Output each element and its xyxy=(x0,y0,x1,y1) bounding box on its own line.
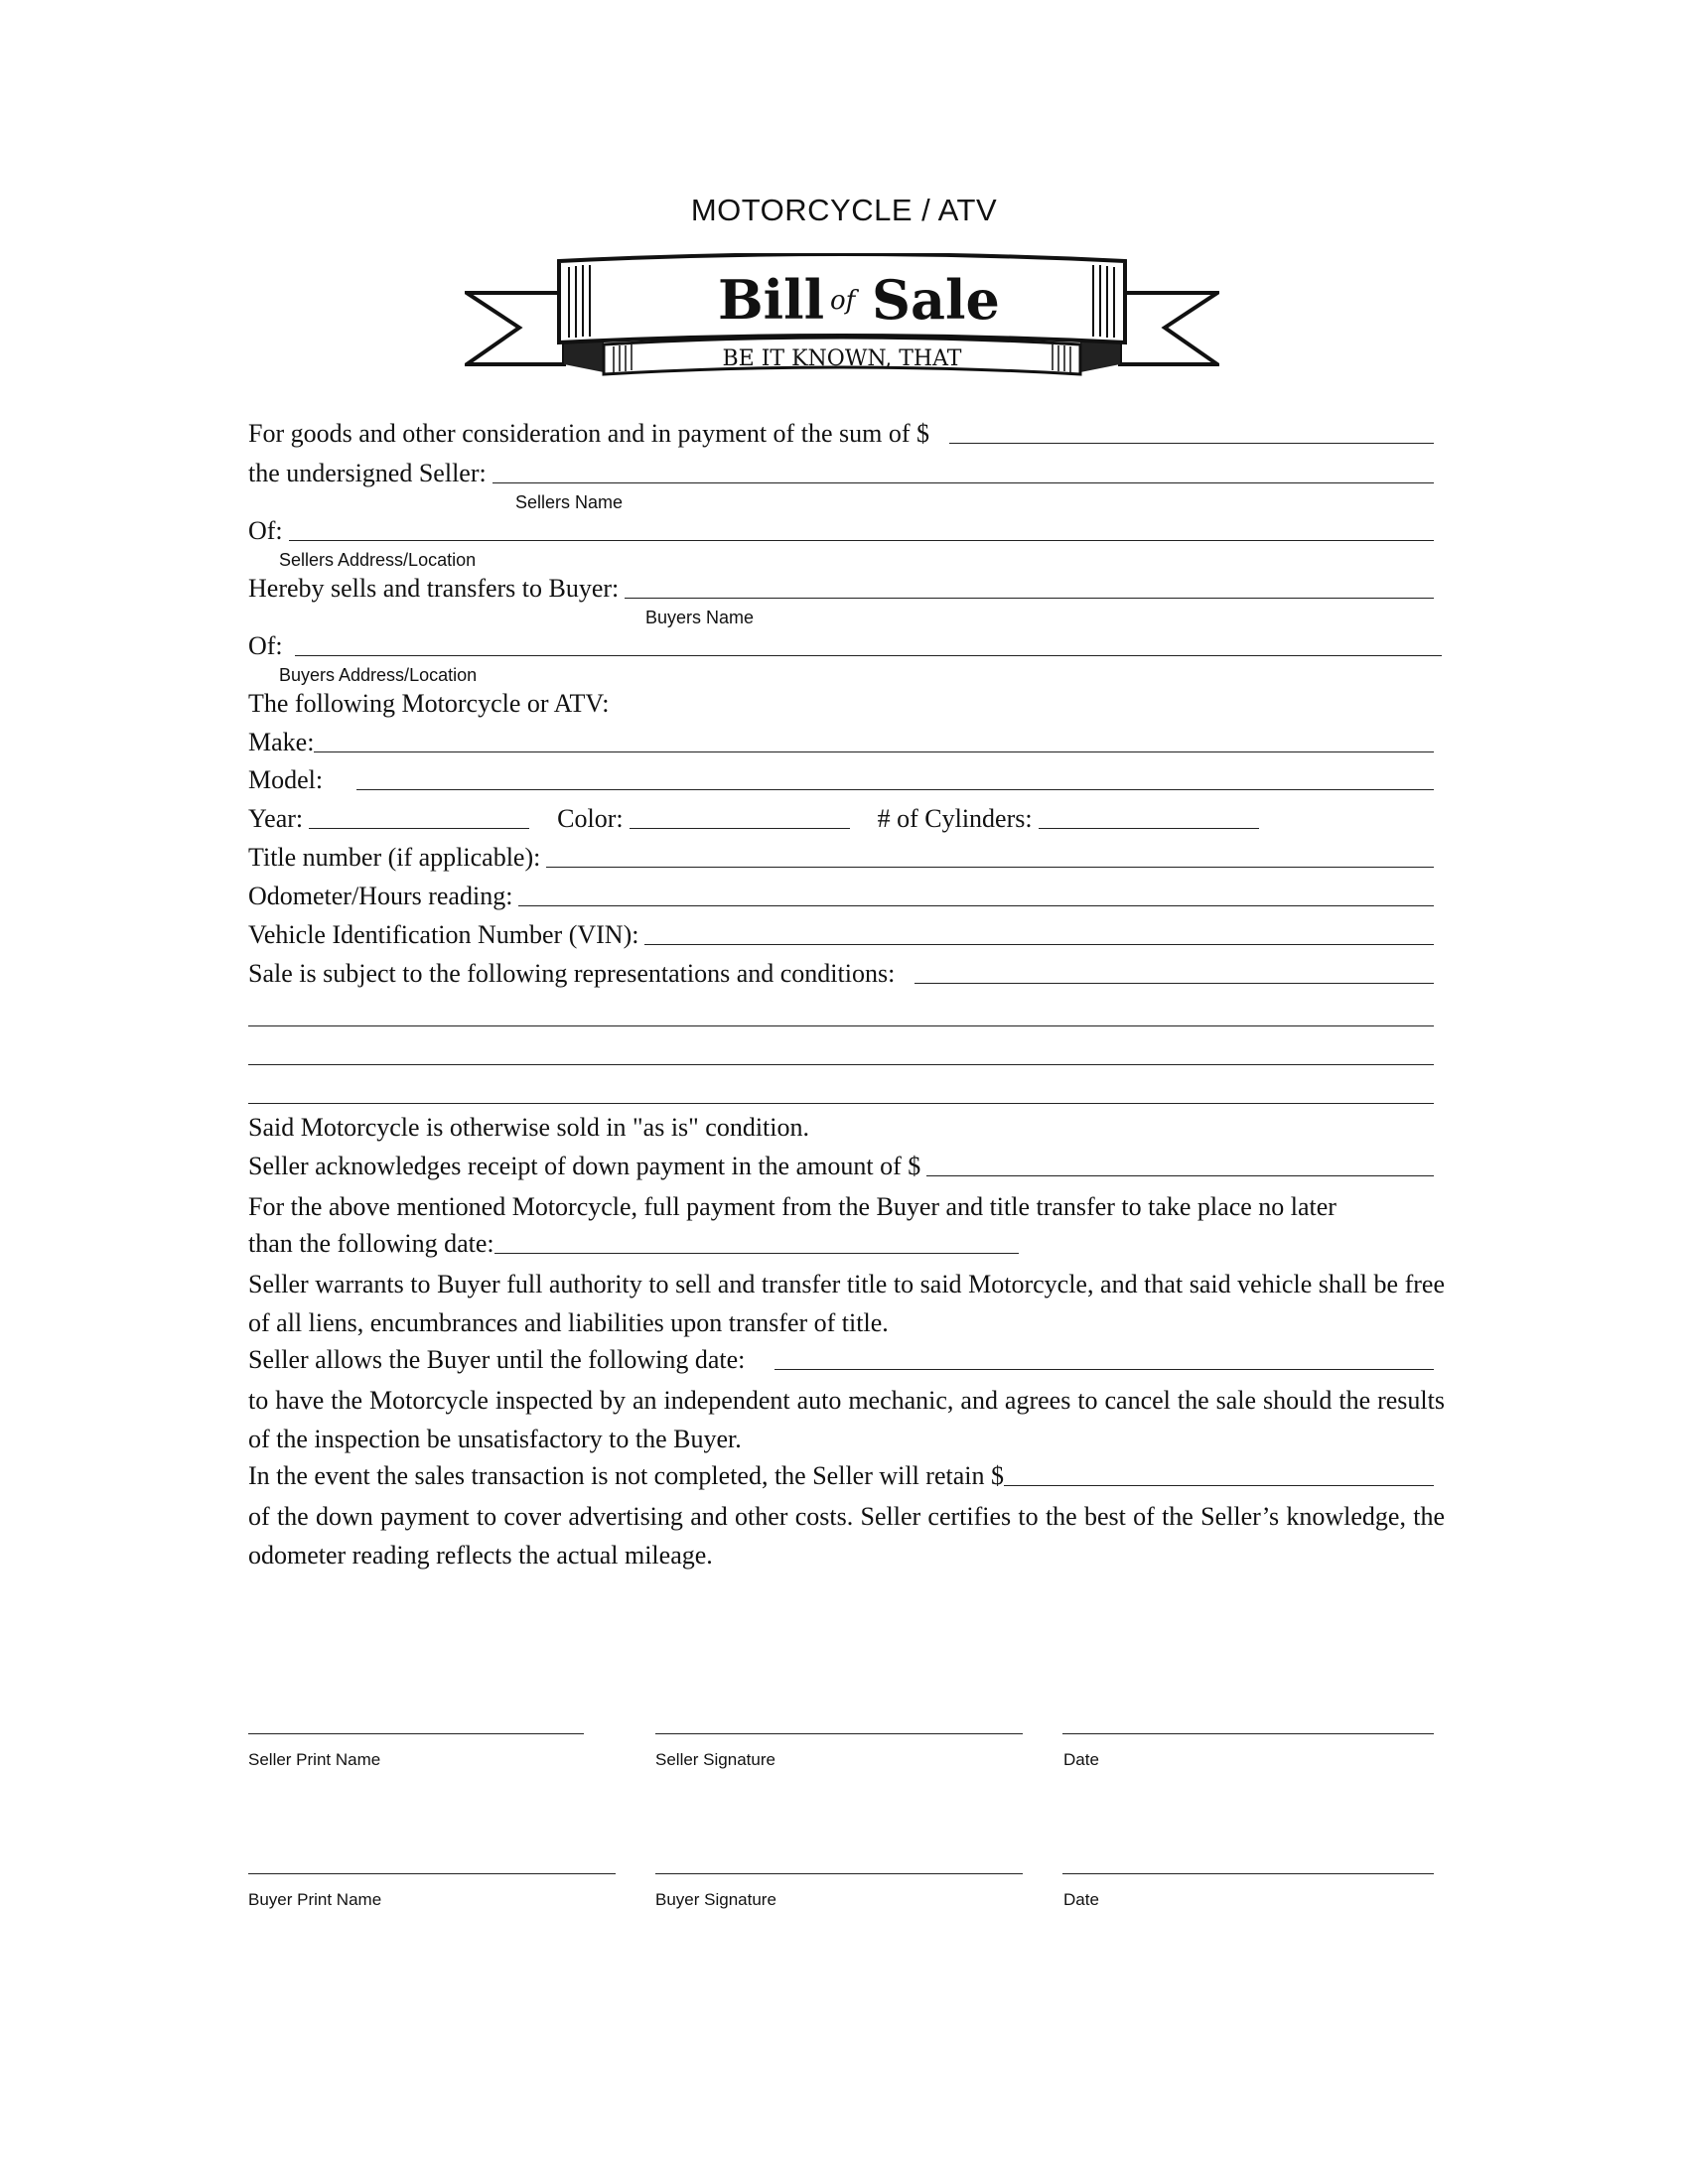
banner-subtitle: BE IT KNOWN, THAT xyxy=(722,346,962,371)
conditions-line-4[interactable] xyxy=(248,1103,1434,1104)
retain-row xyxy=(248,1457,1434,1491)
buyer-address-label: Of: xyxy=(248,631,283,660)
banner-sale-text: Sale xyxy=(872,268,1000,332)
model-label: Model: xyxy=(248,765,324,794)
sum-row xyxy=(248,415,1434,449)
buyer-name-field[interactable] xyxy=(625,574,1434,599)
down-payment-label: Seller acknowledges receipt of down payment in the amount of $ xyxy=(248,1152,921,1180)
color-label: Color: xyxy=(557,804,624,833)
seller-name-field[interactable] xyxy=(492,459,1434,483)
inspection-clause: to have the Motorcycle inspected by an independent auto mechanic, and agrees to cancel the sale should the results of the inspection be unsatisfactory to the Buyer. xyxy=(248,1386,1445,1453)
seller-address-row xyxy=(248,512,1434,546)
retain-amount-field[interactable] xyxy=(1004,1461,1434,1486)
buyer-signature-label: Buyer Signature xyxy=(655,1890,776,1909)
retain-label: In the event the sales transaction is not completed, the Seller will retain $ xyxy=(248,1461,1004,1490)
model-field[interactable] xyxy=(356,765,1434,790)
buyer-print-name-line[interactable] xyxy=(248,1873,616,1874)
seller-print-name-line[interactable] xyxy=(248,1733,584,1734)
vehicle-intro-text: The following Motorcycle or ATV: xyxy=(248,689,610,718)
vehicle-intro xyxy=(248,685,609,719)
full-payment-line-1: For the above mentioned Motorcycle, full payment from the Buyer and title transfer to take place no later xyxy=(248,1192,1336,1221)
buyer-address-caption: Buyers Address/Location xyxy=(279,665,478,685)
seller-address-field[interactable] xyxy=(289,516,1434,541)
seller-signature-line[interactable] xyxy=(655,1733,1023,1734)
bill-of-sale-banner-logo xyxy=(465,253,1219,377)
buyer-date-label: Date xyxy=(1063,1890,1099,1909)
retain-clause: of the down payment to cover advertising and other costs. Seller certifies to the best of the Seller’s knowledge, the odometer reading reflects the actual mileage. xyxy=(248,1502,1445,1570)
conditions-label: Sale is subject to the following representations and conditions: xyxy=(248,959,896,988)
buyer-signature-line[interactable] xyxy=(655,1873,1023,1874)
sum-label: For goods and other consideration and in payment of the sum of $ xyxy=(248,419,929,448)
bill-of-sale-document xyxy=(248,0,1445,2184)
seller-row xyxy=(248,455,1434,488)
year-color-cylinders-row xyxy=(248,800,1340,834)
seller-signature-label: Seller Signature xyxy=(655,1750,775,1769)
cylinders-label: # of Cylinders: xyxy=(877,804,1033,833)
make-field[interactable] xyxy=(314,728,1434,752)
color-field[interactable] xyxy=(630,804,850,829)
seller-address-label: Of: xyxy=(248,516,283,545)
model-row xyxy=(248,761,1434,795)
vin-row xyxy=(248,916,1434,950)
buyer-address-field[interactable] xyxy=(295,631,1442,656)
buyer-name-caption: Buyers Name xyxy=(645,608,755,627)
inspection-date-row xyxy=(248,1341,1434,1375)
vin-label: Vehicle Identification Number (VIN): xyxy=(248,920,639,949)
inspection-date-label: Seller allows the Buyer until the following date: xyxy=(248,1345,746,1374)
buyer-date-line[interactable] xyxy=(1062,1873,1434,1874)
buyer-address-row xyxy=(248,627,1442,661)
down-payment-field[interactable] xyxy=(926,1152,1434,1176)
make-row xyxy=(248,724,1434,757)
conditions-row xyxy=(248,955,1434,989)
seller-date-line[interactable] xyxy=(1062,1733,1434,1734)
year-label: Year: xyxy=(248,804,304,833)
buyer-print-name-label: Buyer Print Name xyxy=(248,1890,382,1909)
title-number-label: Title number (if applicable): xyxy=(248,843,541,872)
title-number-row xyxy=(248,839,1434,873)
buyer-label: Hereby sells and transfers to Buyer: xyxy=(248,574,620,603)
seller-address-caption: Sellers Address/Location xyxy=(279,550,477,570)
seller-print-name-label: Seller Print Name xyxy=(248,1750,381,1769)
as-is-clause xyxy=(248,1109,809,1143)
conditions-line-3[interactable] xyxy=(248,1064,1434,1065)
inspection-date-field[interactable] xyxy=(774,1345,1434,1370)
odometer-label: Odometer/Hours reading: xyxy=(248,882,513,910)
as-is-text: Said Motorcycle is otherwise sold in "as is" condition. xyxy=(248,1113,809,1142)
make-label: Make: xyxy=(248,728,315,756)
down-payment-row xyxy=(248,1148,1434,1181)
full-payment-date-field[interactable] xyxy=(494,1229,1019,1254)
banner-bill-text: Bill xyxy=(718,268,825,332)
conditions-line-2[interactable] xyxy=(248,1025,1434,1026)
full-payment-date-row xyxy=(248,1225,1043,1259)
title-number-field[interactable] xyxy=(546,843,1434,868)
seller-name-caption: Sellers Name xyxy=(515,492,624,512)
year-field[interactable] xyxy=(309,804,529,829)
sum-field[interactable] xyxy=(949,419,1434,444)
conditions-field[interactable] xyxy=(914,959,1434,984)
odometer-row xyxy=(248,878,1434,911)
full-payment-date-label: than the following date: xyxy=(248,1229,494,1258)
banner-of-text: of xyxy=(830,286,856,316)
odometer-field[interactable] xyxy=(518,882,1434,906)
seller-label: the undersigned Seller: xyxy=(248,459,487,487)
seller-date-label: Date xyxy=(1063,1750,1099,1769)
vin-field[interactable] xyxy=(644,920,1434,945)
buyer-row xyxy=(248,570,1434,604)
warrants-clause: Seller warrants to Buyer full authority to sell and transfer title to said Motorcycle, and that said vehicle shall be free of all liens, encumbrances and liabilities upon transfer of title. xyxy=(248,1270,1445,1337)
document-title: MOTORCYCLE / ATV xyxy=(690,193,998,227)
cylinders-field[interactable] xyxy=(1039,804,1259,829)
